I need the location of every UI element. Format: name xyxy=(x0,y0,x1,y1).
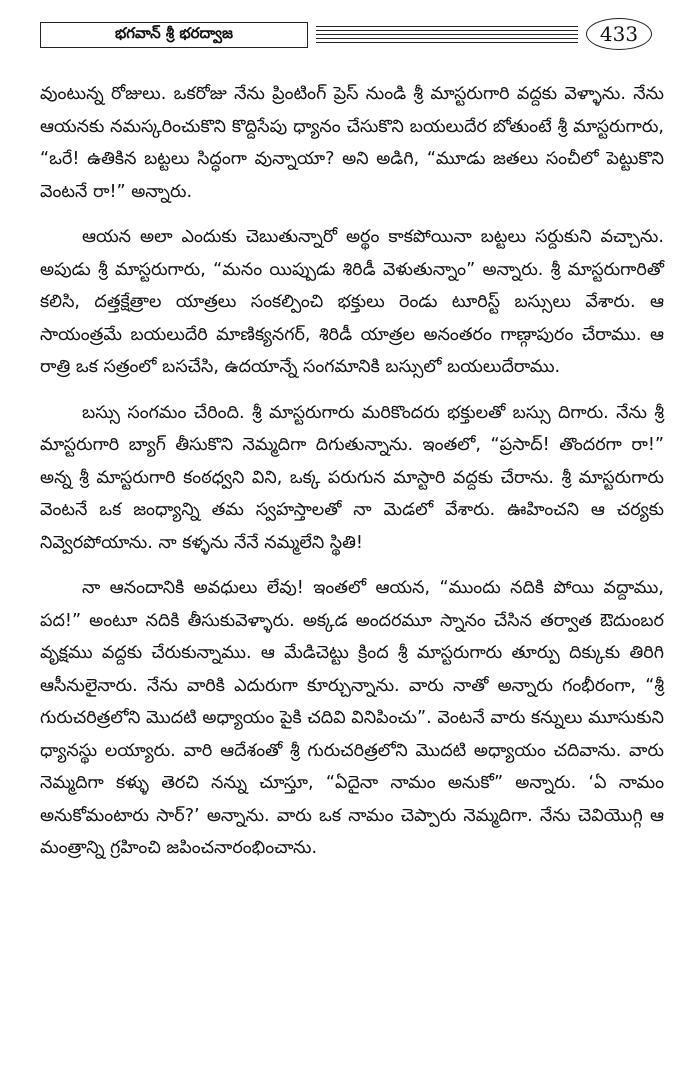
paragraph: నా ఆనందానికి అవధులు లేవు! ఇంతలో ఆయన, “ముందు నదికి పోయి వద్దాము, పద!” అంటూ నదికి తీసుకువెళ్ళారు. అక్కడ అందరమూ స్నానం చేసిన తర్వాత ఔదుంబర వృక్షము వద్దకు చేరుకున్నాము. ఆ మేడిచెట్టు క్రింద శ్రీ మాస్టరుగారు తూర్పు దిక్కుకు తిరిగి ఆసీనులైనారు. నేను వారికి ఎదురుగా కూర్చున్నాను. వారు నాతో అన్నారు గంభీరంగా, “శ్రీ గురుచరిత్రలోని మొదటి అధ్యాయం పైకి చదివి వినిపించు”. వెంటనే వారు కన్నులు మూసుకుని ధ్యానస్థు లయ్యారు. వారి ఆదేశంతో శ్రీ గురుచరిత్రలోని మొదటి అధ్యాయం చదివాను. వారు నెమ్మదిగా కళ్ళు తెరచి నన్ను చూస్తూ, “ఏదైనా నామం అనుకో” అన్నారు. ‘ఏ నామం అనుకోమంటారు సార్?’ అన్నాను. వారు ఒక నామం చెప్పారు నెమ్మదిగా. నేను చెవియొగ్గి ఆ మంత్రాన్ని గ్రహించి జపించనారంభించాను. xyxy=(40,578,664,858)
paragraph: వుంటున్న రోజులు. ఒకరోజు నేను ప్రింటింగ్ ప్రెస్ నుండి శ్రీ మాస్టరుగారి వద్దకు వెళ్ళాను. నేను ఆయనకు నమస్కరించుకొని కొద్దిసేపు ధ్యానం చేసుకొని బయలుదేర బోతుంటే శ్రీ మాస్టరుగారు, “ఒరే! ఉతికిన బట్టలు సిద్ధంగా వున్నాయా? అని అడిగి, “మూడు జతలు సంచీలో పెట్టుకొని వెంటనే రా!” అన్నారు. xyxy=(40,84,664,202)
body-text xyxy=(40,78,664,878)
paragraph: ఆయన అలా ఎందుకు చెబుతున్నారో అర్థం కాకపోయినా బట్టలు సర్దుకుని వచ్చాను. అపుడు శ్రీ మాస్టరుగారు, “మనం యిప్పుడు శిరిడీ వెళుతున్నాం” అన్నారు. శ్రీ మాస్టరుగారితో కలిసి, దత్తక్షేత్రాల యాత్రలు సంకల్పించి భక్తులు రెండు టూరిస్ట్ బస్సులు వేశారు. ఆ సాయంత్రమే బయలుదేరి మాణిక్యనగర్, శిరిడీ యాత్రల అనంతరం గాణ్గాపురం చేరాము. ఆ రాత్రి ఒక సత్రంలో బసచేసి, ఉదయాన్నే సంగమానికి బస్సులో బయలుదేరాము. xyxy=(40,227,664,377)
header-rule-lines xyxy=(316,26,578,46)
page-header xyxy=(40,22,660,50)
paragraph: బస్సు సంగమం చేరింది. శ్రీ మాస్టరుగారు మరికొందరు భక్తులతో బస్సు దిగారు. నేను శ్రీ మాస్టరుగారి బ్యాగ్ తీసుకొని నెమ్మదిగా దిగుతున్నాను. ఇంతలో, “ప్రసాద్! తొందరగా రా!” అన్న శ్రీ మాస్టరుగారి కంఠధ్వని విని, ఒక్క పరుగున మాస్టారి వద్దకు చేరాను. శ్రీ మాస్టరుగారు వెంటనే ఒక జంధ్యాన్ని తమ స్వహస్తాలతో నా మెడలో వేశారు. ఊహించని ఆ చర్యకు నివ్వెరపోయాను. నా కళ్ళను నేనే నమ్మలేని స్థితి! xyxy=(40,402,664,553)
running-title: భగవాన్ శ్రీ భరద్వాజ xyxy=(40,22,308,48)
page-number: 433 xyxy=(586,18,652,50)
